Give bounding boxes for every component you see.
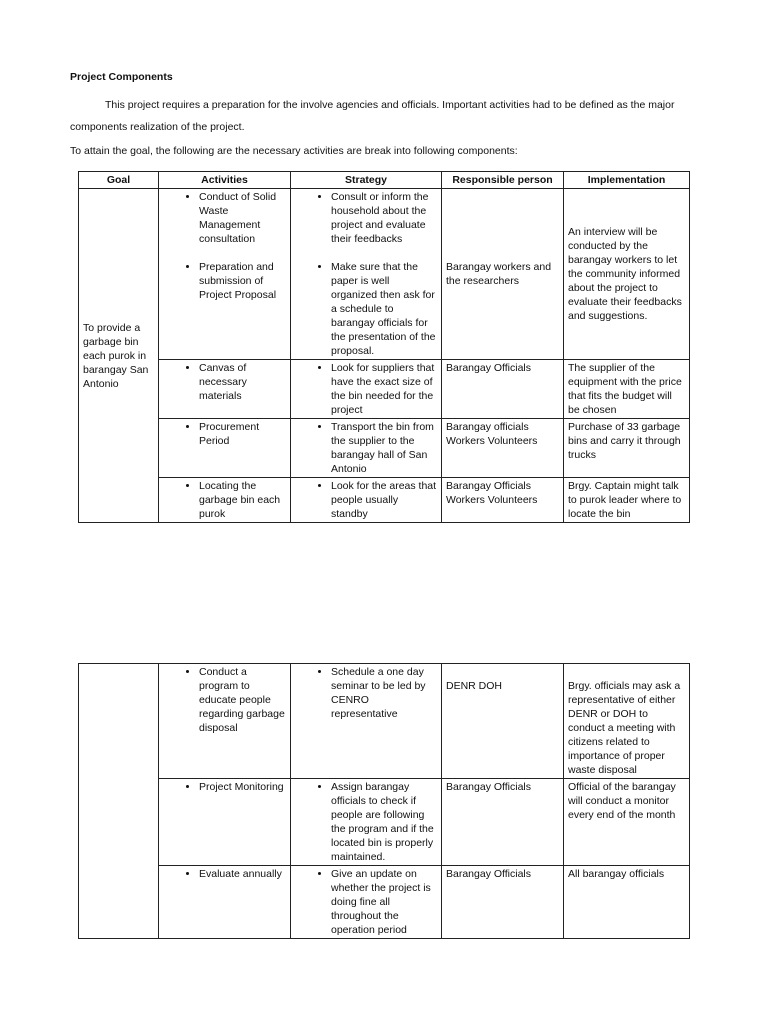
- implementation-cell: Brgy. officials may ask a representative of either DENR or DOH to conduct a meeting with citizens related to importance of proper waste disposal: [564, 664, 690, 779]
- implementation-cell: The supplier of the equipment with the price that fits the budget will be chosen: [564, 360, 690, 419]
- strategy-cell: [291, 189, 442, 360]
- list-item: • Canvas of necessary materials: [199, 361, 286, 403]
- responsible-cell: Barangay Officials: [442, 779, 564, 866]
- header-responsible-person: Responsible person: [442, 172, 564, 189]
- strategy-cell: [291, 779, 442, 866]
- list-item: • Consult or inform the household about the project and evaluate their feedbacks: [331, 190, 437, 246]
- list-item: • Procurement Period: [199, 420, 286, 448]
- implementation-cell: All barangay officials: [564, 866, 690, 939]
- activities-cell: [159, 866, 291, 939]
- section-heading: Project Components: [70, 71, 173, 83]
- implementation-cell: Brgy. Captain might talk to purok leader where to locate the bin: [564, 478, 690, 523]
- activities-cell: [159, 478, 291, 523]
- table-row: [79, 866, 690, 939]
- header-activities: Activities: [159, 172, 291, 189]
- table-header-row: [79, 172, 690, 189]
- header-implementation: Implementation: [564, 172, 690, 189]
- activities-cell: [159, 419, 291, 478]
- responsible-cell: DENR DOH: [442, 664, 564, 779]
- list-item: • Conduct of Solid Waste Management consultation: [199, 190, 286, 246]
- activities-cell: [159, 664, 291, 779]
- responsible-cell: Barangay workers and the researchers: [442, 189, 564, 360]
- list-item: • Look for suppliers that have the exact size of the bin needed for the project: [331, 361, 437, 417]
- list-item: • Locating the garbage bin each purok: [199, 479, 286, 521]
- implementation-cell: An interview will be conducted by the barangay workers to let the community informed about the project to evaluate their feedbacks and suggestions.: [564, 189, 690, 360]
- list-item: • Conduct a program to educate people regarding garbage disposal: [199, 665, 286, 735]
- list-item: • Look for the areas that people usually standby: [331, 479, 437, 521]
- responsible-cell: Barangay Officials Workers Volunteers: [442, 478, 564, 523]
- implementation-cell: Purchase of 33 garbage bins and carry it through trucks: [564, 419, 690, 478]
- strategy-cell: [291, 360, 442, 419]
- list-item: • Preparation and submission of Project Proposal: [199, 260, 286, 302]
- table-row: [79, 189, 690, 360]
- table-row: [79, 664, 690, 779]
- strategy-cell: [291, 419, 442, 478]
- strategy-cell: [291, 478, 442, 523]
- activities-cell: [159, 779, 291, 866]
- header-strategy: Strategy: [291, 172, 442, 189]
- responsible-cell: Barangay Officials: [442, 360, 564, 419]
- header-goal: Goal: [79, 172, 159, 189]
- list-item: • Project Monitoring: [199, 780, 286, 794]
- project-components-table: [78, 171, 690, 523]
- implementation-cell: Official of the barangay will conduct a monitor every end of the month: [564, 779, 690, 866]
- list-item: • Assign barangay officials to check if people are following the program and if the located bin is properly maintained.: [331, 780, 437, 864]
- responsible-cell: Barangay Officials: [442, 866, 564, 939]
- table-row: [79, 478, 690, 523]
- list-item: • Give an update on whether the project is doing fine all throughout the operation period: [331, 867, 437, 937]
- goal-cell-empty: [79, 664, 159, 939]
- table-row: [79, 360, 690, 419]
- activities-cell: [159, 189, 291, 360]
- table-row: [79, 419, 690, 478]
- project-components-table-continued: [78, 663, 690, 939]
- strategy-cell: [291, 664, 442, 779]
- list-item: • Make sure that the paper is well organized then ask for a schedule to barangay officials for the presentation of the proposal.: [331, 260, 437, 358]
- list-item: • Transport the bin from the supplier to the barangay hall of San Antonio: [331, 420, 437, 476]
- list-item: • Schedule a one day seminar to be led by CENRO representative: [331, 665, 437, 721]
- strategy-cell: [291, 866, 442, 939]
- goal-paragraph: To attain the goal, the following are the necessary activities are break into following components:: [70, 145, 518, 157]
- activities-cell: [159, 360, 291, 419]
- table-row: [79, 779, 690, 866]
- intro-paragraph: This project requires a preparation for the involve agencies and officials. Important activities had to be defined as the major components realization of the project.: [70, 99, 675, 133]
- goal-cell: To provide a garbage bin each purok in barangay San Antonio: [79, 189, 159, 523]
- list-item: • Evaluate annually: [199, 867, 286, 881]
- responsible-cell: Barangay officials Workers Volunteers: [442, 419, 564, 478]
